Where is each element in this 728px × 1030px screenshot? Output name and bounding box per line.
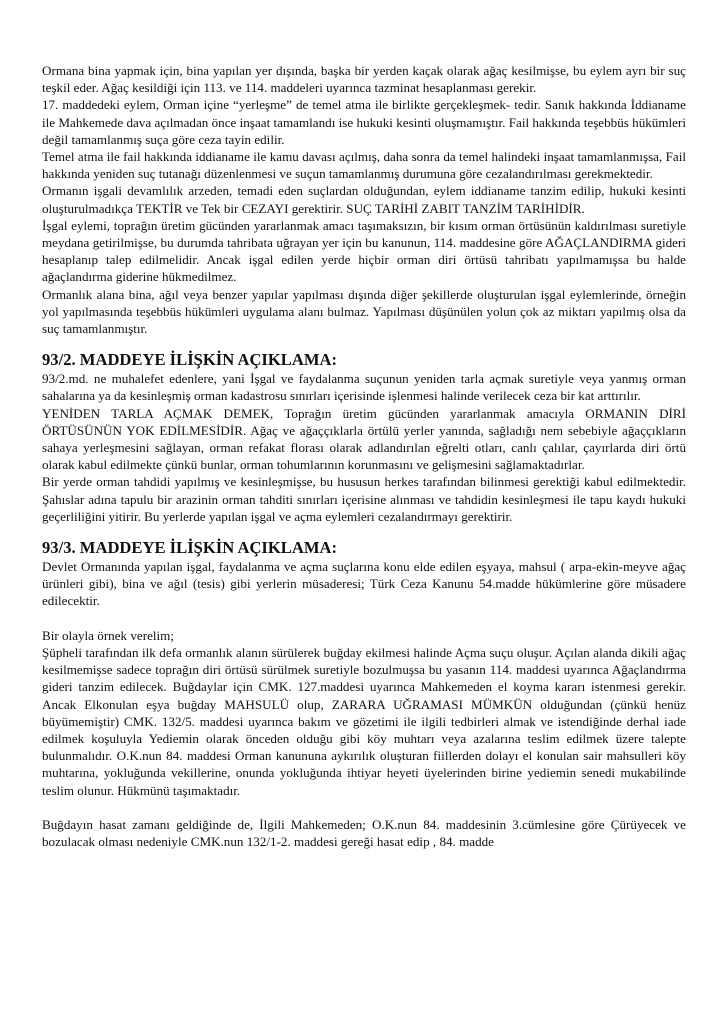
paragraph: Bir olayla örnek verelim; [42, 627, 174, 643]
paragraph: YENİDEN TARLA AÇMAK DEMEK, Toprağın üretim gücünden yararlanmak amacıyla ORMANIN DİRİ ÖRTÜSÜNÜN YOK EDİLMESİDİR. Ağaç ve ağaççıklarla örtülü yerler yanında, sağladığı nem sebebiyle ağaççıkların sahaya yerleşmesini sağlayan, orman refakat florası olarak adlandırılan eğrelti otları, canlı çalılar, çayırlarda diri örtü olarak kabul edilmekte çünkü bunlar, orman tohumlarının korunmasını ve gelişmesini sağlamaktadırlar. [42, 405, 686, 473]
paragraph: Şüpheli tarafından ilk defa ormanlık alanın sürülerek buğday ekilmesi halinde Açma suçu oluşur. Açılan alanda dikili ağaç kesilmemişse sadece toprağın diri örtüsü sürülmek suretiyle bozulmuşsa bu yasanın 114. maddesi uyarınca Ağaçlandırma gideri tanzim edilecek. Buğdaylar için CMK. 127.maddesi uyarınca Mahkemeden el koyma kararı istenmesi gerekir. Ancak Elkonulan eşya buğday MAHSULÜ olup, ZARARA UĞRAMASI MÜMKÜN olduğundan (çünkü henüz büyümemiştir) CMK. 132/5. maddesi uyarınca bakım ve gözetimi ile ilgili tedbirleri almak ve istendiğinde derhal iade edilmek koşuluyla Yediemin olarak önceden olduğu gibi köy muhtarı veya azalarına teslim edilmek üzere talepte bulunmalıdır. O.K.nun 84. maddesi Orman kanununa aykırılık oluşturan fiillerden dolayı el konulan sair mahsulleri köy muhtarına, yokluğunda vekillerine, onunda yokluğunda ihtiyar heyeti üyelerinden birine yediemin senedi mukabilinde teslim olunur. Hükmünü taşımaktadır. [42, 644, 686, 798]
paragraph: 17. maddedeki eylem, Orman içine “yerleşme” de temel atma ile birlikte gerçekleşmek- tedir. Sanık hakkında İddianame ile Mahkemede dava açılmadan önce inşaat tamamlandı ise hukuki kesinti oluşmamıştır. Fail hakkında teşebbüs hükümleri değil tamamlanmış suça göre ceza tayin edilir. [42, 97, 686, 147]
paragraph: Ormanın işgali devamlılık arzeden, temadi eden suçlardan olduğundan, eylem iddianame tanzim edilip, hukuki kesinti oluşturulmadıkça TEKTİR ve Tek bir CEZAYI gerektirir. SUÇ TARİHİ ZABIT TANZİM TARİHİDİR. [42, 183, 686, 216]
section-heading-93-3: 93/3. MADDEYE İLİŞKİN AÇIKLAMA: [42, 538, 338, 558]
paragraph: 93/2.md. ne muhalefet edenlere, yani İşgal ve faydalanma suçunun yeniden tarla açmak suretiyle veya yanmış orman sahalarına ya da kesinleşmiş orman kadastrosu sınırları içerisinde işlenmesi halinde verilecek ceza bir kat arttırılır. [42, 371, 686, 404]
paragraph-spacer [42, 799, 686, 816]
paragraph: Ormanlık alana bina, ağıl veya benzer yapılar yapılması dışında diğer şekillerde oluşturulan işgal eylemlerinde, örneğin yol yapılmasında teşebbüs hükümleri uygulama alanı bulmaz. Yapılması düşünülen yolun çok az miktarı yapılmış olsa da suç tamamlanmıştır. [42, 286, 686, 337]
paragraph: Ormana bina yapmak için, bina yapılan yer dışında, başka bir yerden kaçak olarak ağaç kesilmişse, bu eylem ayrı bir suç teşkil eder. Ağaç kesildiği için 113. ve 114. maddeleri uyarınca tazminat hesaplanması gerekir. [42, 63, 686, 96]
paragraph-spacer [42, 610, 686, 627]
paragraph: İşgal eylemi, toprağın üretim gücünden yararlanmak amacı taşımaksızın, bir kısım orman örtüsünün kaldırılması suretiyle meydana getirilmişse, bu durumda tahribata uğrayan yer için bu kanunun, 114. maddesine göre AĞAÇLANDIRMA gideri hesaplanıp talep edilmelidir. Ancak işgal edilen yerde hiçbir orman diri örtüsü tahribatı yapılmamışsa bu halde ağaçlandırma giderine hükmedilmez. [42, 217, 686, 285]
paragraph: Devlet Ormanında yapılan işgal, faydalanma ve açma suçlarına konu elde edilen eşyaya, mahsul ( arpa-ekin-meyve ağaç ürünleri gibi), bina ve ağıl (tesis) gibi yerlerin müsaderesi; Türk Ceza Kanunu 54.madde hükümlerine göre müsadere edilecektir. [42, 559, 686, 609]
paragraph: Temel atma ile fail hakkında iddianame ile kamu davası açılmış, daha sonra da temel halindeki inşaat tamamlanmışsa, Fail hakkında yeniden suç tutanağı düzenlenmesi ve suçun tamamlanmış durumuna göre cezalandırılması gerekmektedir. [42, 149, 686, 182]
paragraph: Buğdayın hasat zamanı geldiğinde de, İlgili Mahkemeden; O.K.nun 84. maddesinin 3.cümlesine göre Çürüyecek ve bozulacak olması nedeniyle CMK.nun 132/1-2. maddesi gereği hasat edip , 84. madde [42, 816, 686, 849]
paragraph: Bir yerde orman tahdidi yapılmış ve kesinleşmişse, bu hususun herkes tarafından bilinmesi gerektiği kabul edilmektedir. Şahıslar adına tapulu bir arazinin orman tahditi sınırları içerisine alınması ve tahdidin kesinleşmesi ile tapu kaydı hukuki geçerliliğini yitirir. Bu yerlerde yapılan işgal ve açma eylemleri cezalandırmayı gerektirir. [42, 474, 686, 524]
section-heading-93-2: 93/2. MADDEYE İLİŞKİN AÇIKLAMA: [42, 350, 338, 370]
